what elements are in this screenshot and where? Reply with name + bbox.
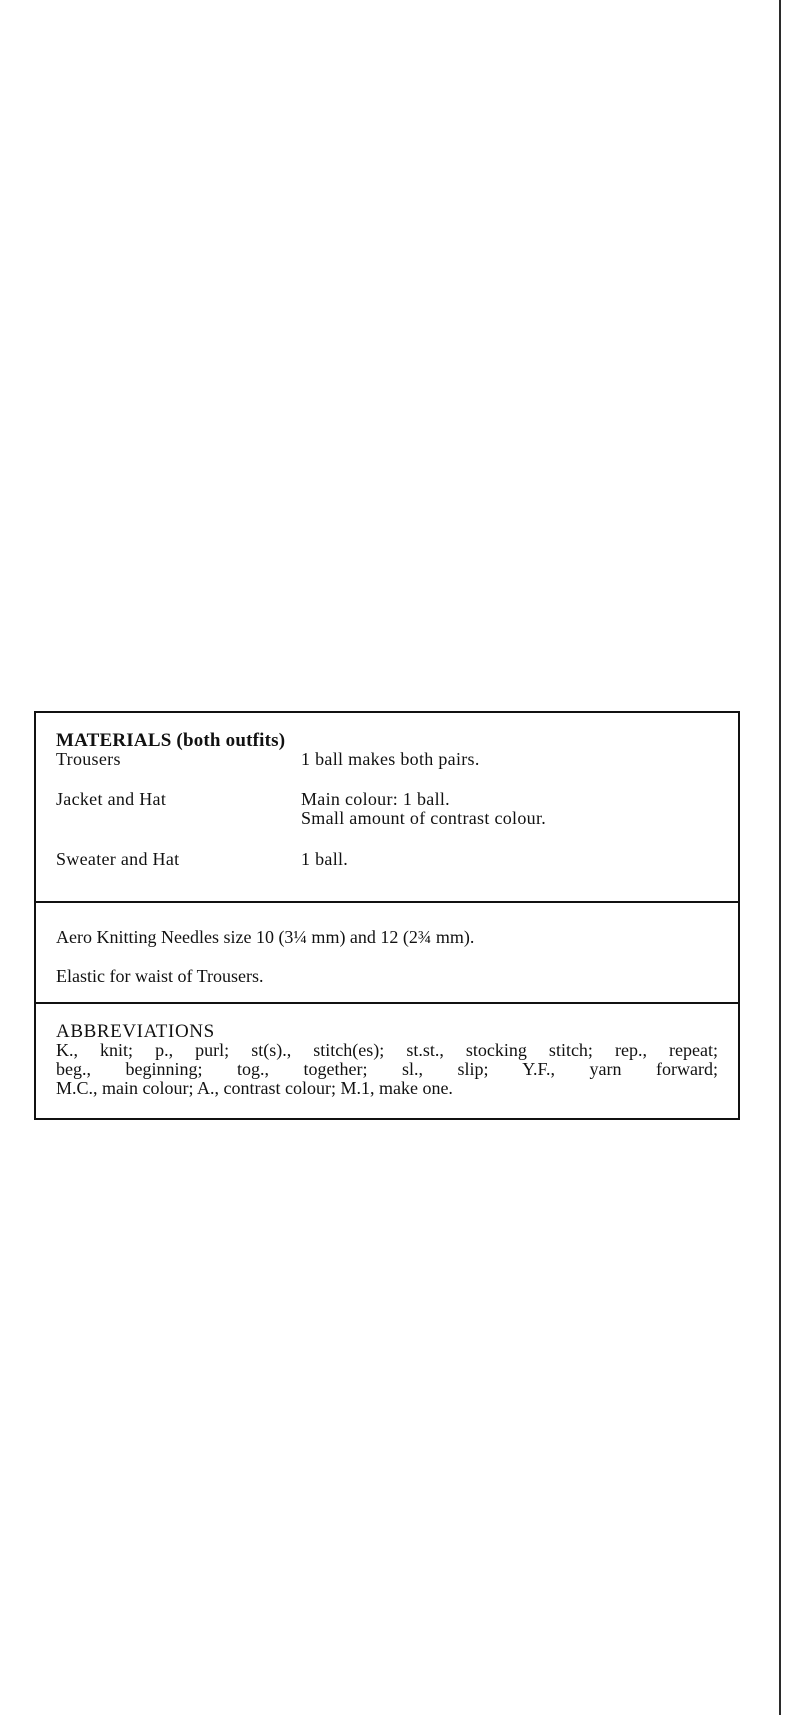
material-item-quantity bbox=[301, 750, 718, 769]
material-item-quantity bbox=[301, 790, 718, 828]
materials-panel bbox=[34, 711, 740, 1120]
material-quantity-line: Main colour: 1 ball. bbox=[301, 789, 450, 809]
material-quantity-line: 1 ball makes both pairs. bbox=[301, 749, 480, 769]
elastic-note: Elastic for waist of Trousers. bbox=[56, 966, 264, 986]
abbreviations-line: M.C., main colour; A., contrast colour; M.1, make one. bbox=[56, 1078, 453, 1098]
material-quantity-line: 1 ball. bbox=[301, 849, 349, 869]
abbreviations-line: beg., beginning; tog., together; sl., slip; Y.F., yarn forward; bbox=[56, 1059, 718, 1079]
materials-row-jacket-and-hat bbox=[56, 790, 718, 828]
material-item-name: Trousers bbox=[56, 749, 121, 769]
supplies-section bbox=[36, 901, 738, 1002]
abbreviations-line: K., knit; p., purl; st(s)., stitch(es); st.st., stocking stitch; rep., repeat; bbox=[56, 1040, 718, 1060]
page-edge-rule bbox=[779, 0, 781, 1715]
needles-note: Aero Knitting Needles size 10 (3¼ mm) and 12 (2¾ mm). bbox=[56, 927, 475, 947]
materials-row-sweater-and-hat bbox=[56, 850, 718, 869]
material-item-name: Sweater and Hat bbox=[56, 849, 180, 869]
material-quantity-line: Small amount of contrast colour. bbox=[301, 808, 547, 828]
materials-heading: MATERIALS (both outfits) bbox=[56, 730, 286, 751]
materials-section bbox=[36, 713, 738, 901]
abbreviations-section bbox=[36, 1002, 738, 1118]
material-item-quantity bbox=[301, 850, 718, 869]
material-item-name: Jacket and Hat bbox=[56, 789, 167, 809]
abbreviations-heading: ABBREVIATIONS bbox=[56, 1021, 215, 1042]
materials-row-trousers bbox=[56, 750, 718, 769]
abbreviations-list bbox=[56, 1041, 718, 1098]
